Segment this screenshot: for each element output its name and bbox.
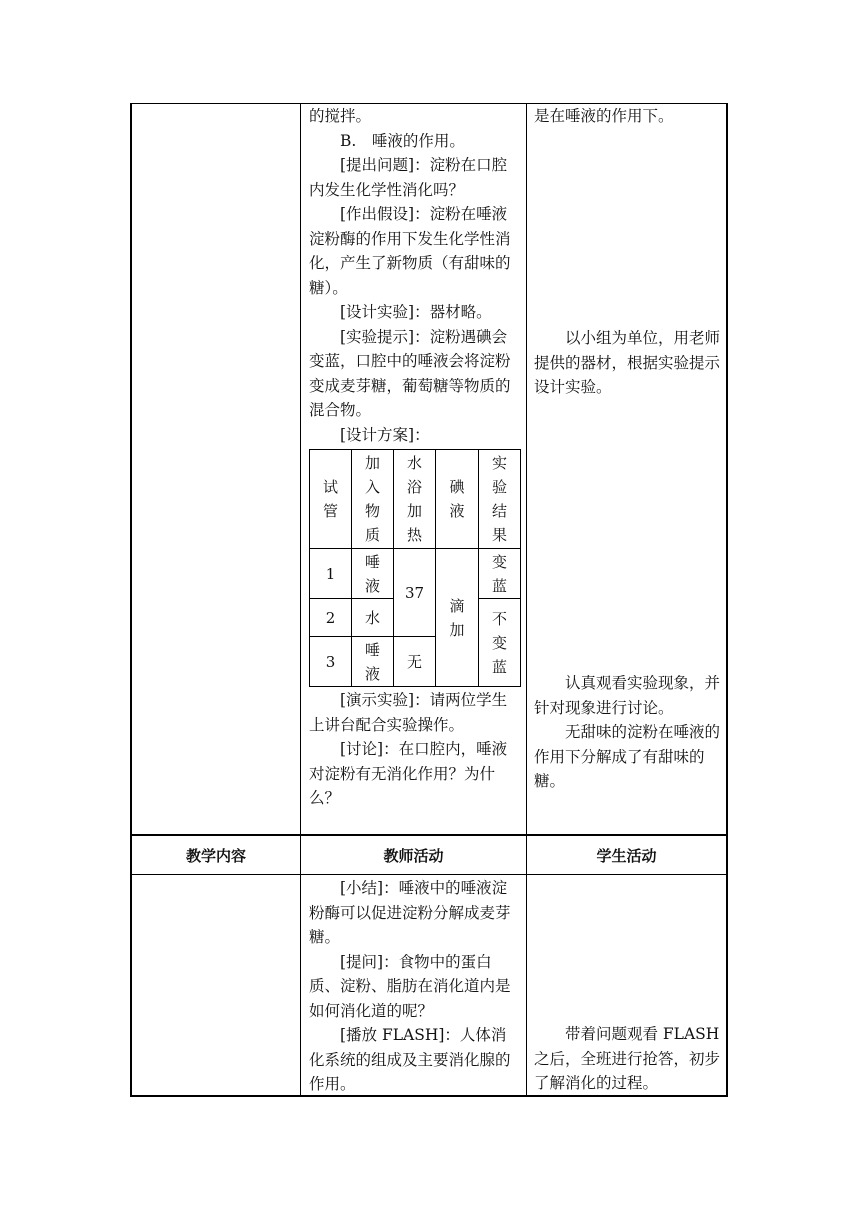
header-border-bottom: [130, 874, 728, 875]
paragraph: [播放 FLASH]：人体消化系统的组成及主要消化腺的作用。: [309, 1026, 511, 1093]
paragraph: [设计实验]：器材略。: [340, 303, 492, 321]
paragraph: [演示实验]：请两位学生上讲台配合实验操作。: [309, 691, 508, 734]
paragraph: B. 唾液的作用。: [340, 131, 465, 150]
table-border-left: [130, 103, 132, 1097]
substance-cell: 唾液: [352, 637, 394, 687]
top-student-column: [534, 326, 720, 400]
top-teacher-column: [309, 104, 519, 447]
paragraph: [讨论]：在口腔内，唾液对淀粉有无消化作用？为什么？: [309, 740, 508, 807]
header-student-activity: 学生活动: [596, 847, 657, 865]
paragraph: 是在唾液的作用下。: [534, 107, 674, 125]
paragraph: [设计方案]：: [340, 425, 430, 444]
paragraph: 带着问题观看 FLASH 之后，全班进行抢答，初步了解消化的过程。: [534, 1025, 721, 1092]
tube-number-cell: 3: [310, 637, 352, 687]
tube-number-cell: 2: [310, 599, 352, 637]
paragraph: 认真观看实验现象，并针对现象进行讨论。: [534, 674, 721, 717]
table-header-cell: 加入物质: [352, 450, 394, 549]
table-header-cell: 试管: [310, 450, 352, 549]
bottom-teacher-column: [309, 876, 519, 1097]
top-teacher-column-continued: [309, 688, 519, 811]
paragraph: 无甜味的淀粉在唾液的作用下分解成了有甜味的糖。: [534, 723, 721, 790]
top-student-column: [534, 104, 720, 129]
tube-number-cell: 1: [310, 549, 352, 599]
header-border-top: [130, 834, 728, 836]
table-header-cell: 实验结果: [479, 450, 521, 549]
paragraph: 以小组为单位，用老师提供的器材，根据实验提示设计实验。: [534, 329, 721, 396]
heat-cell: 无: [394, 637, 436, 687]
substance-cell: 水: [352, 599, 394, 637]
result-cell: 变蓝: [479, 549, 521, 599]
header-teaching-content: 教学内容: [185, 847, 246, 865]
paragraph: [提问]：食物中的蛋白质、淀粉、脂肪在消化道内是如何消化道的呢？: [309, 952, 511, 1020]
result-cell: 不变蓝: [479, 599, 521, 687]
substance-cell: 唾液: [352, 549, 394, 599]
paragraph: [实验提示]：淀粉遇碘会变蓝，口腔中的唾液会将淀粉变成麦芽糖，葡萄糖等物质的混合物。: [309, 327, 511, 419]
table-border-col3: [526, 103, 527, 1097]
bottom-student-column: [534, 1022, 720, 1096]
paragraph: [作出假设]：淀粉在唾液淀粉酶的作用下发生化学性消化，产生了新物质（有甜味的糖）。: [309, 205, 511, 297]
top-student-column: [534, 671, 720, 794]
paragraph: [小结]：唾液中的唾液淀粉酶可以促进淀粉分解成麦芽糖。: [309, 879, 511, 946]
table-row: [310, 549, 521, 599]
paragraph: [提出问题]：淀粉在口腔内发生化学性消化吗？: [309, 156, 508, 199]
table-border-col2: [300, 103, 301, 1097]
heat-cell: 37: [394, 549, 436, 637]
header-teacher-activity: 教师活动: [383, 847, 444, 865]
paragraph: 的搅拌。: [309, 107, 372, 125]
table-header-cell: 碘液: [436, 450, 479, 549]
iodine-cell: 滴加: [436, 549, 479, 687]
table-border-right: [726, 103, 728, 1097]
experiment-design-table: [309, 449, 521, 687]
table-header-cell: 水浴加热: [394, 450, 436, 549]
